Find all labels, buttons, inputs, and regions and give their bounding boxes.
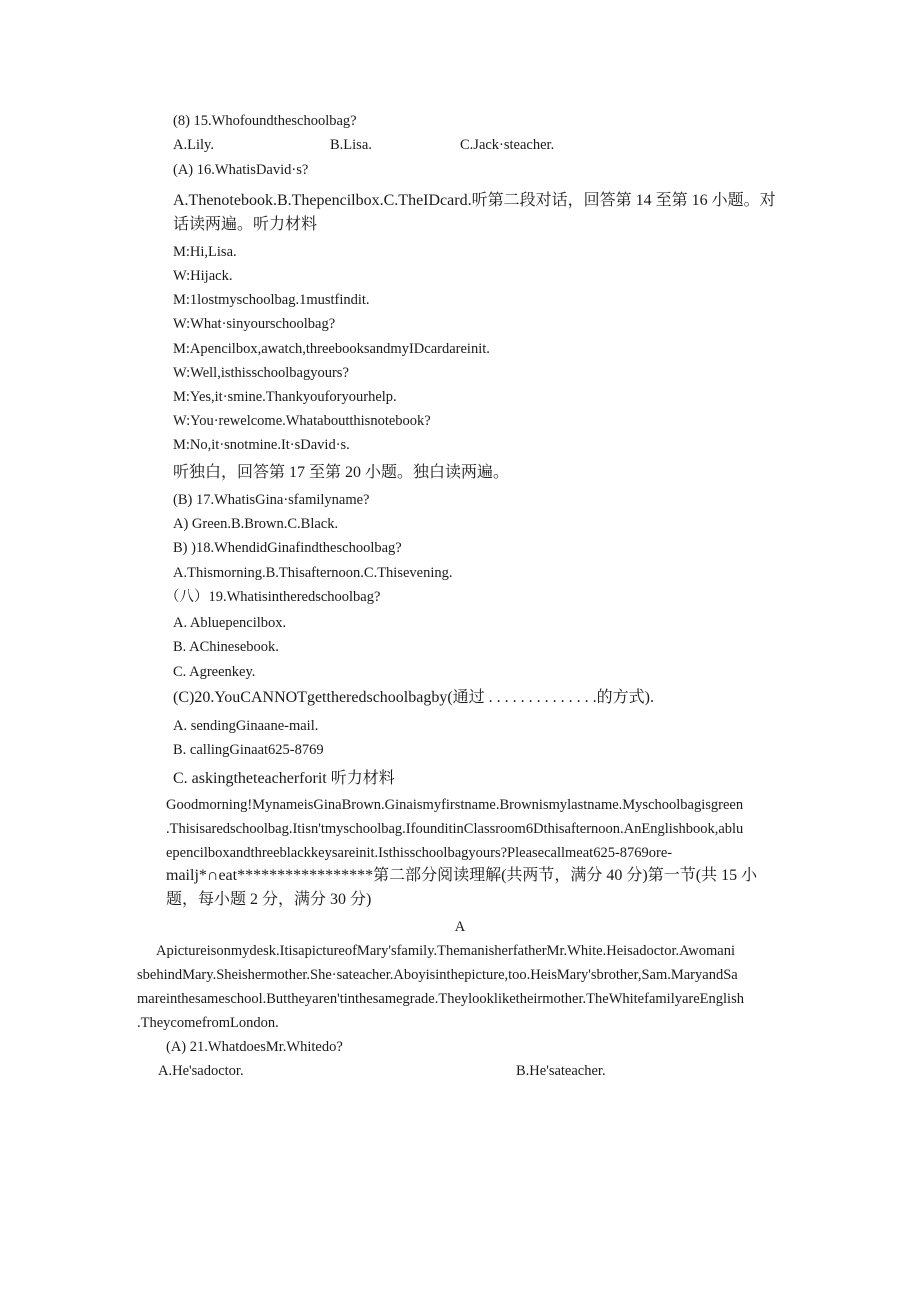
q15-question: (8) 15.Whofoundtheschoolbag?	[173, 113, 357, 129]
q19-option-a: A. Abluepencilbox.	[173, 615, 287, 631]
dialogue-line: M:Hi,Lisa.	[173, 244, 237, 260]
q18-options: A.Thismorning.B.Thisafternoon.C.Thisevening.	[173, 565, 453, 581]
q19-question: （八）19.Whatisintheredschoolbag?	[165, 589, 381, 605]
monologue-text: epencilboxandthreeblackkeysareinit.Isthisschoolbagyours?Pleasecallmeat625-8769ore-	[166, 845, 673, 861]
dialogue-line: M:1lostmyschoolbag.1mustfindit.	[173, 292, 370, 308]
q19-option-c: C. Agreenkey.	[173, 664, 256, 680]
q16-options: A.Thenotebook.B.Thepencilbox.C.TheIDcard.听第二段对话，回答第 14 至第 16 小题。对	[173, 192, 776, 209]
q21-question: (A) 21.WhatdoesMr.Whitedo?	[166, 1039, 343, 1055]
q15-option-c: C.Jack·steacher.	[460, 137, 555, 153]
q19-option-b: B. AChinesebook.	[173, 639, 279, 655]
dialogue-line: W:Hijack.	[173, 268, 233, 284]
q20-question: (C)20.YouCANNOTgettheredschoolbagby(通过 . . . . . . . . . . . . . .的方式).	[173, 689, 655, 706]
q20-option-c: C. askingtheteacherforit 听力材料	[173, 770, 395, 787]
monologue-text: .Thisisaredschoolbag.Itisn'tmyschoolbag.IfounditinClassroom6Dthisafternoon.AnEnglishbook,ablu	[166, 821, 744, 837]
dialogue-line: M:Yes,it·smine.Thankyouforyourhelp.	[173, 389, 397, 405]
section-heading-cont: 题，每小题 2 分，满分 30 分)	[166, 891, 372, 908]
passage-text: mareinthesameschool.Buttheyaren'tinthesamegrade.Theylookliketheirmother.TheWhitefamilyareEnglish	[137, 991, 744, 1007]
section-heading: mailj*∩eat*****************第二部分阅读理解(共两节，满分 40 分)第一节(共 15 小	[166, 867, 758, 884]
q17-options: A) Green.B.Brown.C.Black.	[173, 516, 339, 532]
q16-question: (A) 16.WhatisDavid·s?	[173, 162, 309, 178]
dialogue-line: M:No,it·snotmine.It·sDavid·s.	[173, 437, 350, 453]
q21-option-b: B.He'sateacher.	[516, 1063, 606, 1079]
dialogue-line: W:What·sinyourschoolbag?	[173, 316, 336, 332]
q20-option-b: B. callingGinaat625-8769	[173, 742, 324, 758]
dialogue-line: M:Apencilbox,awatch,threebooksandmyIDcardareinit.	[173, 341, 490, 357]
q15-option-a: A.Lily.	[173, 137, 214, 153]
q20-option-a: A. sendingGinaane-mail.	[173, 718, 319, 734]
monologue-text: Goodmorning!MynameisGinaBrown.Ginaismyfirstname.Brownismylastname.Myschoolbagisgreen	[166, 797, 744, 813]
passage-text: .TheycomefromLondon.	[137, 1015, 279, 1031]
passage-text: sbehindMary.Sheishermother.She·sateacher.Aboyisinthepicture,too.HeisMary'sbrother,Sam.MaryandSa	[137, 967, 738, 983]
monologue-intro: 听独白，回答第 17 至第 20 小题。独白读两遍。	[173, 464, 510, 481]
dialogue-line: W:You·rewelcome.Whataboutthisnotebook?	[173, 413, 431, 429]
q16-options-cont: 话读两遍。听力材料	[173, 216, 318, 233]
passage-title: A	[454, 919, 466, 935]
q21-option-a: A.He'sadoctor.	[158, 1063, 244, 1079]
passage-text: Apictureisonmydesk.ItisapictureofMary'sfamily.ThemanisherfatherMr.White.Heisadoctor.Awomani	[156, 943, 735, 959]
q15-option-b: B.Lisa.	[330, 137, 372, 153]
q18-question: B) )18.WhendidGinafindtheschoolbag?	[173, 540, 402, 556]
dialogue-line: W:Well,isthisschoolbagyours?	[173, 365, 349, 381]
q17-question: (B) 17.WhatisGina·sfamilyname?	[173, 492, 370, 508]
